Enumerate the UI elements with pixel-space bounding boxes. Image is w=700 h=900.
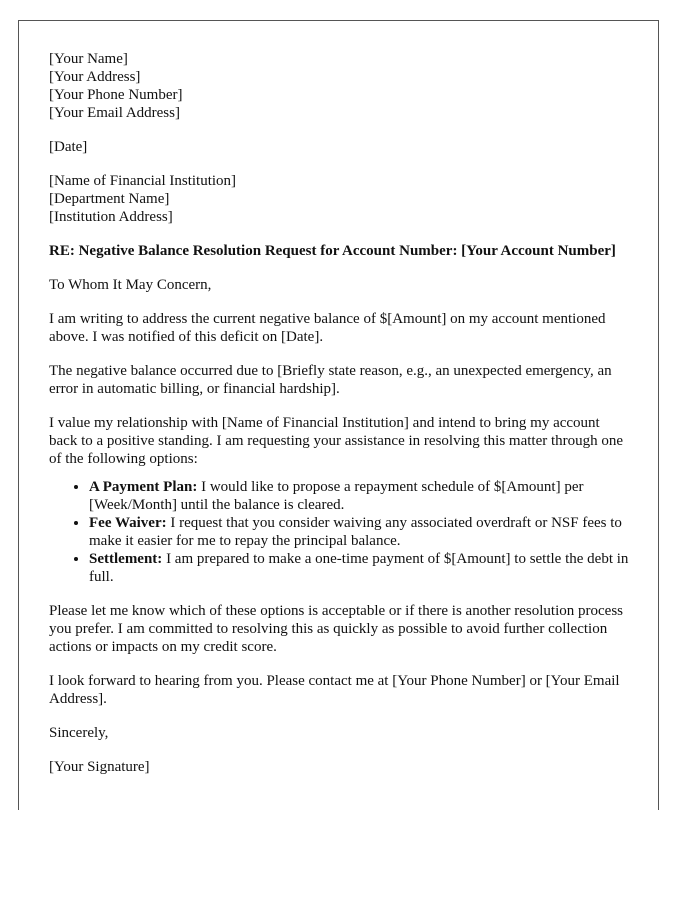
option-label: Settlement: — [89, 551, 163, 567]
option-label: A Payment Plan: — [89, 479, 198, 495]
option-item — [89, 514, 629, 550]
option-text: I am prepared to make a one-time payment of $[Amount] to settle the debt in full. — [89, 551, 629, 585]
sender-block — [49, 50, 629, 122]
sender-email: [Your Email Address] — [49, 105, 180, 121]
letter-date: [Date] — [49, 139, 88, 155]
sender-address: [Your Address] — [49, 69, 141, 85]
option-item — [89, 478, 629, 514]
recipient-block — [49, 172, 629, 226]
subject-line: RE: Negative Balance Resolution Request for Account Number: [Your Account Number] — [49, 243, 616, 259]
option-text: I request that you consider waiving any associated overdraft or NSF fees to make it easier for me to repay the principal balance. — [89, 515, 622, 549]
recipient-institution: [Name of Financial Institution] — [49, 173, 237, 189]
options-list — [49, 478, 629, 586]
paragraph-reason: The negative balance occurred due to [Briefly state reason, e.g., an unexpected emergency, an error in automatic billing, or financial hardship]. — [49, 363, 612, 397]
recipient-department: [Department Name] — [49, 191, 170, 207]
sender-name: [Your Name] — [49, 51, 128, 67]
recipient-address: [Institution Address] — [49, 209, 173, 225]
option-text: I would like to propose a repayment schedule of $[Amount] per [Week/Month] until the balance is cleared. — [89, 479, 584, 513]
paragraph-request: I value my relationship with [Name of Financial Institution] and intend to bring my account back to a positive standing. I am requesting your assistance in resolving this matter through one of the following options: — [49, 415, 624, 467]
sender-phone: [Your Phone Number] — [49, 87, 183, 103]
signature: [Your Signature] — [49, 759, 150, 775]
paragraph-options-response: Please let me know which of these options is acceptable or if there is another resolution process you prefer. I am committed to resolving this as quickly as possible to avoid further collection actions or impacts on my credit score. — [49, 603, 623, 655]
option-label: Fee Waiver: — [89, 515, 167, 531]
salutation: To Whom It May Concern, — [49, 277, 212, 293]
sign-off: Sincerely, — [49, 725, 109, 741]
option-item — [89, 550, 629, 586]
paragraph-balance: I am writing to address the current negative balance of $[Amount] on my account mentioned above. I was notified of this deficit on [Date]. — [49, 311, 606, 345]
paragraph-contact: I look forward to hearing from you. Please contact me at [Your Phone Number] or [Your Email Address]. — [49, 673, 620, 707]
letter — [18, 20, 659, 810]
